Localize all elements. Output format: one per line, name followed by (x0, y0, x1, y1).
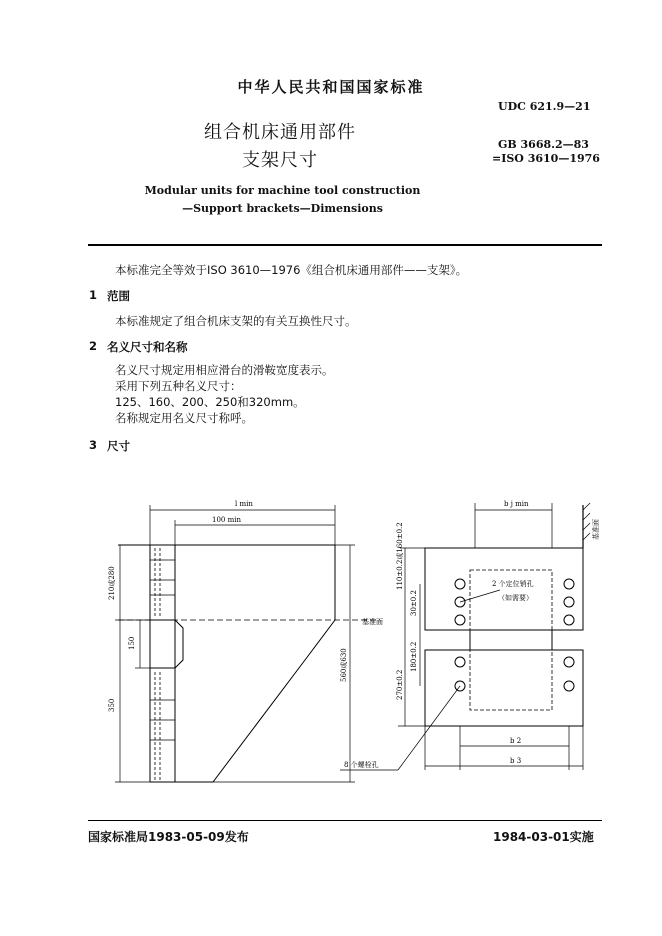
udc-code: UDC 621.9—21 (498, 100, 591, 113)
title-cn-line1: 组合机床通用部件 (204, 122, 356, 143)
title-cn-line2: 支架尺寸 (242, 150, 318, 171)
label-180: 180±0.2 (410, 641, 418, 672)
section-2-para-1: 名义尺寸规定用相应滑台的滑鞍宽度表示。 (115, 363, 334, 377)
label-bolts: 8 个螺栓孔 (344, 761, 379, 769)
bolt-hole-ticks (150, 560, 175, 740)
national-standard-heading: 中华人民共和国国家标准 (237, 78, 425, 96)
bracket-mid-groove (150, 620, 183, 668)
label-350: 350 (108, 698, 116, 712)
label-110: 110±0.2或160±0.2 (396, 522, 404, 590)
bracket-side-profile (118, 545, 335, 782)
label-150: 150 (128, 636, 136, 650)
label-b2: b 2 (510, 737, 522, 745)
top-mounting-plate (425, 548, 583, 630)
effective-date: 1984-03-01实施 (493, 830, 594, 844)
bolts-leader (398, 686, 460, 770)
label-pins: 2 个定位销孔 (492, 580, 534, 588)
label-ref-face-mid: 基准面 (362, 618, 383, 626)
title-en-line1: Modular units for machine tool construction (144, 184, 421, 197)
issued-date: 国家标准局1983-05-09发布 (88, 830, 249, 844)
section-2-number: 2 (89, 339, 98, 353)
bottom-plate-hidden-outline (470, 650, 552, 710)
section-3-title: 尺寸 (107, 439, 130, 453)
bolt-hole-hidden-lines (155, 548, 160, 780)
label-ref-face-top: 基准面 (592, 519, 600, 540)
section-1-title: 范围 (107, 289, 130, 303)
section-3-number: 3 (89, 438, 98, 452)
section-1-para-1: 本标准规定了组合机床支架的有关互换性尺寸。 (115, 314, 357, 328)
title-en-line2: —Support brackets—Dimensions (182, 202, 383, 215)
label-l-min: l min (235, 500, 253, 508)
footer-rule (88, 820, 602, 821)
iso-equivalent: =ISO 3610—1976 (492, 152, 600, 165)
intro-paragraph: 本标准完全等效于ISO 3610—1976《组合机床通用部件——支架》。 (115, 263, 468, 277)
label-560: 560或630 (340, 648, 348, 682)
label-100-min: 100 min (212, 516, 241, 524)
section-1-number: 1 (89, 288, 98, 302)
pins-leader (460, 590, 500, 602)
label-30: 30±0.2 (410, 590, 418, 616)
label-210: 210或280 (108, 566, 116, 600)
bottom-mounting-plate (425, 650, 583, 726)
gb-number: GB 3668.2—83 (498, 138, 589, 151)
label-bj-min: b j min (504, 500, 529, 508)
label-270: 270±0.2 (396, 669, 404, 700)
section-2-title: 名义尺寸和名称 (107, 340, 188, 354)
section-2-para-4: 名称规定用名义尺寸称呼。 (115, 411, 253, 425)
label-if-needed: （如需要） (498, 594, 533, 602)
section-2-para-3: 125、160、200、250和320mm。 (115, 395, 305, 409)
section-2-para-2: 采用下列五种名义尺寸： (115, 379, 242, 393)
label-b3: b 3 (510, 757, 522, 765)
